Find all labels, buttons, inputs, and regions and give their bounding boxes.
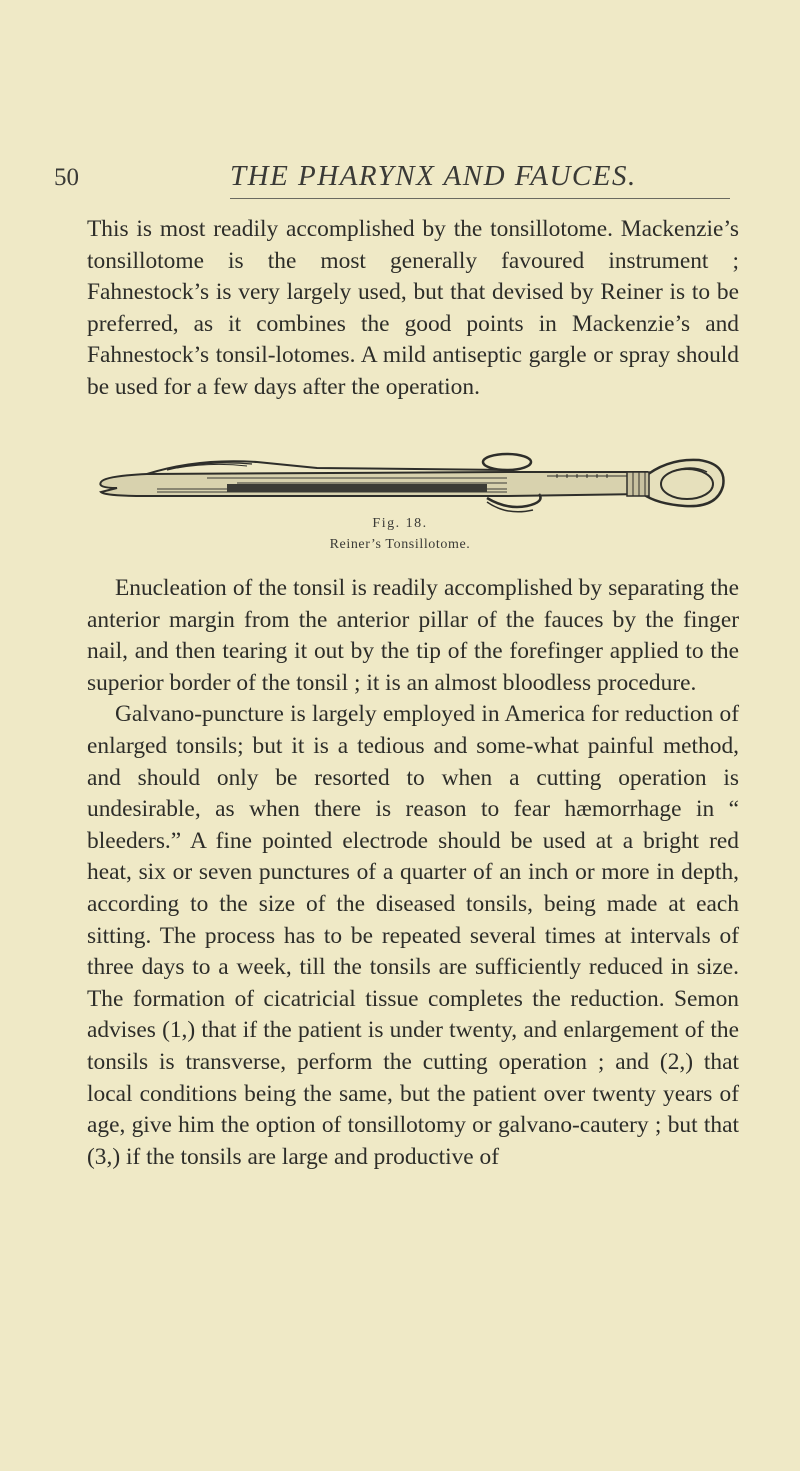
running-title: THE PHARYNX AND FAUCES. — [230, 160, 637, 192]
page-header — [54, 160, 744, 200]
figure-caption: Reiner’s Tonsillotome. — [329, 537, 471, 552]
paragraph-tonsillotome: This is most readily accomplished by the tonsillotome. Mackenzie’s tonsillotome is the most generally favoured instrument ; Fahnestock’s is very largely used, but that devised by Reiner is to be preferred, as it combines the good points in Mackenzie’s and Fahnestock’s tonsil-lotomes. A mild antiseptic gargle or spray should be used for a few days after the operation. — [87, 216, 739, 400]
figure-number: Fig. 18. — [372, 516, 428, 531]
header-rule — [230, 198, 730, 199]
page-number: 50 — [54, 164, 79, 191]
paragraph-enucleation: Enucleation of the tonsil is readily accomplished by separating the anterior margin from the anterior pillar of the fauces by the finger nail, and then tearing it out by the tip of the forefinger applied to the superior border of the tonsil ; it is an almost bloodless procedure. — [87, 575, 739, 696]
paragraph-galvano-puncture: Galvano-puncture is largely employed in America for reduction of enlarged tonsils; but it is a tedious and some-what painful method, and should only be resorted to when a cutting operation is undesirable, as when there is reason to fear hæmorrhage in “ bleeders.” A fine pointed electrode should be used at a bright red heat, six or seven punctures of a quarter of an inch or more in depth, according to the size of the diseased tonsils, being made at each sitting. The process has to be repeated several times at intervals of three days to a week, till the tonsils are sufficiently reduced in size. The formation of cicatricial tissue completes the reduction. Semon advises (1,) that if the patient is under twenty, and enlargement of the tonsils is transverse, perform the cutting operation ; and (2,) that local conditions being the same, but the patient over twenty years of age, give him the option of tonsillotomy or galvano-cautery ; but that (3,) if the tonsils are large and productive of — [87, 701, 739, 1170]
body-text — [87, 573, 739, 1173]
